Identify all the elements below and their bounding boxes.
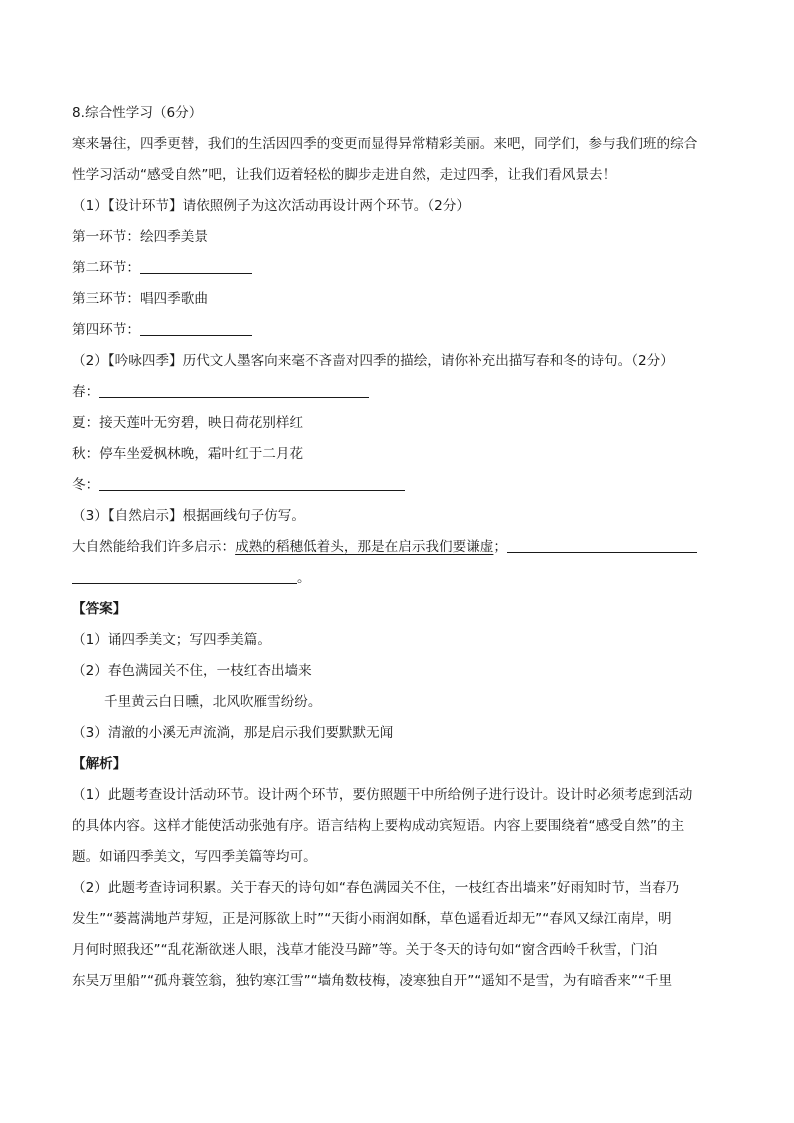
winter-label: 冬： (72, 477, 100, 493)
intro-line-1: 寒来暑往，四季更替，我们的生活因四季的变更而显得异常精彩美丽。来吧，同学们，参与我们班的综合 (72, 136, 698, 152)
step4-label: 第四环节： (72, 322, 140, 338)
answer-2: （2）春色满园关不住，一枝红杏出墙来 (72, 663, 312, 679)
answer-3: （3）清澈的小溪无声流淌，那是启示我们要默默无闻 (72, 725, 394, 741)
analysis-line: （1）此题考查设计活动环节。设计两个环节，要仿照题干中所给例子进行设计。设计时必须考虑到活动 (72, 787, 693, 803)
analysis-heading: 【解析】 (72, 756, 127, 772)
winter-line (72, 470, 722, 501)
underlined-sentence: 成熟的稻穗低着头，那是在启示我们要谦虚 (235, 539, 494, 555)
step2-blank (140, 259, 252, 274)
answer-heading: 【答案】 (72, 601, 127, 617)
winter-blank (99, 476, 405, 491)
analysis-line: 东吴万里船”“孤舟蓑笠翁，独钓寒江雪”“墙角数枝梅，凌寒独自开”“遥知不是雪，为有暗香来”“千里 (72, 973, 673, 989)
part3-end: 。 (297, 570, 311, 586)
part3-blank-2 (72, 569, 297, 584)
step4 (72, 315, 722, 346)
spring-blank (99, 383, 369, 398)
part3-continuation (72, 563, 722, 594)
answer-2b: 千里黄云白日曛，北风吹雁雪纷纷。 (104, 694, 322, 710)
step2-label: 第二环节： (72, 260, 140, 276)
part2-prompt: （2）【吟咏四季】历代文人墨客向来毫不吝啬对四季的描绘，请你补充出描写春和冬的诗句。（2分） (72, 353, 674, 369)
spring-label: 春： (72, 384, 100, 400)
step4-blank (140, 321, 252, 336)
part3-lead: 大自然能给我们许多启示： (72, 539, 236, 555)
question-title: 8.综合性学习（6分） (72, 105, 203, 121)
analysis-line: （2）此题考查诗词积累。关于春天的诗句如“春色满园关不住，一枝红杏出墙来”好雨知时节，当春乃 (72, 880, 680, 896)
step3: 第三环节：唱四季歌曲 (72, 291, 208, 307)
document-content (72, 98, 722, 997)
answer-1: （1）诵四季美文；写四季美篇。 (72, 632, 271, 648)
autumn-line: 秋：停车坐爱枫林晚，霜叶红于二月花 (72, 446, 304, 462)
spring-line (72, 377, 722, 408)
analysis-line: 发生”“蒌蒿满地芦芽短，正是河豚欲上时”“天街小雨润如酥，草色遥看近却无”“春风又绿江南岸，明 (72, 911, 672, 927)
analysis-line: 题。如诵四季美文，写四季美篇等均可。 (72, 849, 317, 865)
part3-sep: ； (493, 539, 507, 555)
part3-sentence (72, 532, 722, 563)
intro-line-2: 性学习活动“感受自然”吧，让我们迈着轻松的脚步走进自然，走过四季，让我们看风景去！ (72, 167, 617, 183)
summer-line: 夏：接天莲叶无穷碧，映日荷花别样红 (72, 415, 304, 431)
part3-prompt: （3）【自然启示】根据画线句子仿写。 (72, 508, 305, 524)
analysis-line: 月何时照我还”“乱花渐欲迷人眼，浅草才能没马蹄”等。关于冬天的诗句如“窗含西岭千秋雪，门泊 (72, 942, 658, 958)
step1: 第一环节：绘四季美景 (72, 229, 208, 245)
part3-blank-1 (507, 538, 697, 553)
part1-prompt: （1）【设计环节】请依照例子为这次活动再设计两个环节。（2分） (72, 198, 470, 214)
analysis-line: 的具体内容。这样才能使活动张弛有序。语言结构上要构成动宾短语。内容上要围绕着“感受自然”的主 (72, 818, 685, 834)
step2 (72, 253, 722, 284)
